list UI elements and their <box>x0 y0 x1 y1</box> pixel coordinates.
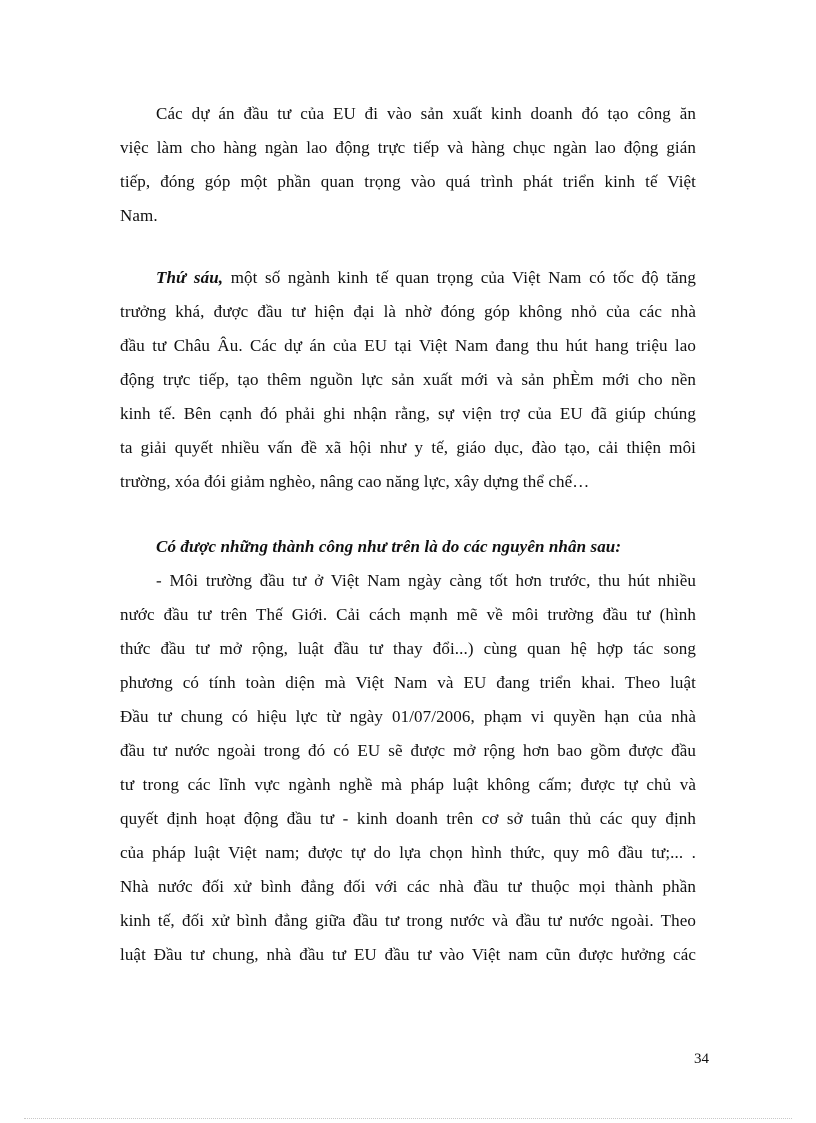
paragraph-2 <box>120 261 696 499</box>
text-line: việc làm cho hàng ngàn lao động trực tiếp và hàng chục ngàn lao động gián <box>120 138 696 157</box>
text-line: Nam. <box>120 206 158 225</box>
text-line: của pháp luật Việt nam; được tự do lựa chọn hình thức, quy mô đầu tư;... . <box>120 843 696 862</box>
text-line: thức đầu tư mở rộng, luật đầu tư thay đổi...) cùng quan hệ hợp tác song <box>120 639 696 658</box>
page-bottom-divider <box>24 1118 792 1119</box>
page-number: 34 <box>694 1051 709 1067</box>
section-heading: Có được những thành công như trên là do các nguyên nhân sau: <box>156 537 622 556</box>
text-line: động trực tiếp, tạo thêm nguồn lực sản xuất mới và sản phÈm mới cho nền <box>120 370 696 389</box>
text-line: nước đầu tư trên Thế Giới. Cải cách mạnh mẽ về môi trường đầu tư (hình <box>120 605 696 624</box>
text-line <box>120 261 696 295</box>
text-line: kinh tế, đối xử bình đẳng giữa đầu tư trong nước và đầu tư nước ngoài. Theo <box>120 911 696 930</box>
text-line: tiếp, đóng góp một phần quan trọng vào quá trình phát triển kinh tế Việt <box>120 172 696 191</box>
text-line: tư trong các lĩnh vực ngành nghề mà pháp luật không cấm; được tự chủ và <box>120 775 696 794</box>
paragraph-lead: Thứ sáu, <box>156 268 224 287</box>
text-line: Đầu tư chung có hiệu lực từ ngày 01/07/2006, phạm vi quyền hạn của nhà <box>120 707 696 726</box>
text-line: luật Đầu tư chung, nhà đầu tư EU đầu tư vào Việt nam cũn được hưởng các <box>120 945 696 964</box>
text-line: kinh tế. Bên cạnh đó phải ghi nhận rằng, sự viện trợ của EU đã giúp chúng <box>120 404 696 423</box>
text-line: Nhà nước đối xử bình đẳng đối với các nhà đầu tư thuộc mọi thành phần <box>120 877 696 896</box>
paragraph-3 <box>120 530 696 972</box>
text-line: phương có tính toàn diện mà Việt Nam và EU đang triển khai. Theo luật <box>120 673 696 692</box>
text-line: quyết định hoạt động đầu tư - kinh doanh trên cơ sở tuân thủ các quy định <box>120 809 696 828</box>
text-line: ta giải quyết nhiều vấn đề xã hội như y tế, giáo dục, đào tạo, cải thiện môi <box>120 438 696 457</box>
paragraph-1 <box>120 97 696 233</box>
text-line-rest: một số ngành kinh tế quan trọng của Việt Nam có tốc độ tăng <box>223 268 696 287</box>
text-line: trường, xóa đói giảm nghèo, nâng cao năng lực, xây dựng thể chế… <box>120 472 590 491</box>
text-line: trưởng khá, được đầu tư hiện đại là nhờ đóng góp không nhỏ của các nhà <box>120 302 696 321</box>
text-line: đầu tư Châu Âu. Các dự án của EU tại Việt Nam đang thu hút hang triệu lao <box>120 336 696 355</box>
text-line: - Môi trường đầu tư ở Việt Nam ngày càng tốt hơn trước, thu hút nhiều <box>156 571 696 590</box>
text-line: Các dự án đầu tư của EU đi vào sản xuất kinh doanh đó tạo công ăn <box>156 104 696 123</box>
text-line: đầu tư nước ngoài trong đó có EU sẽ được mở rộng hơn bao gồm được đầu <box>120 741 696 760</box>
